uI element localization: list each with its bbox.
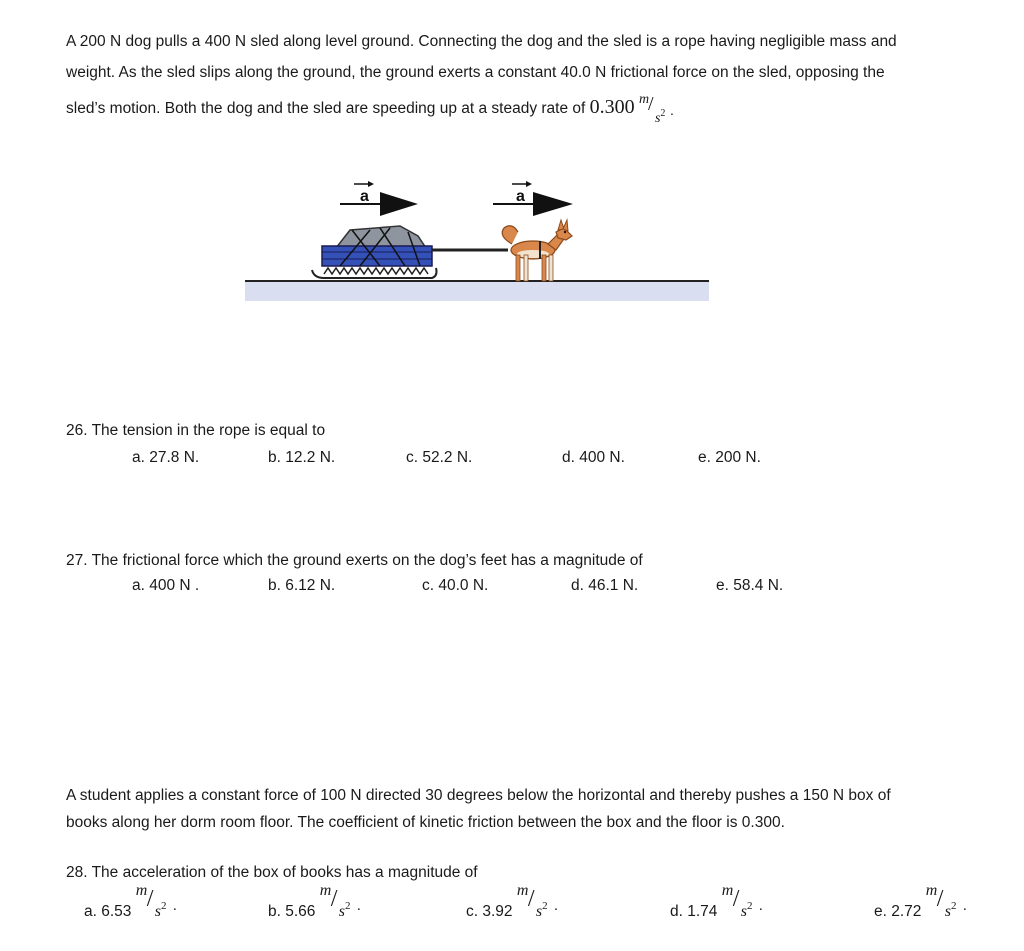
end-period: . — [553, 897, 559, 914]
sled-acceleration-arrow — [340, 181, 418, 216]
unit-seconds-squared — [536, 900, 548, 921]
q27-choice-e: e. 58.4 N. — [716, 577, 784, 594]
acceleration-unit — [638, 92, 674, 126]
unit-slash: / — [732, 886, 740, 912]
intro-line-3 — [66, 92, 996, 124]
q27-choice-c: c. 40.0 N. — [422, 577, 489, 594]
unit-seconds: s — [535, 903, 543, 920]
unit-exponent: 2 — [160, 900, 167, 912]
q27-choice-b: b. 6.12 N. — [268, 577, 336, 594]
unit-meters: m — [638, 92, 650, 107]
q28-choice-e-unit — [925, 882, 967, 920]
q28-choice-e-value: e. 2.72 — [874, 903, 922, 920]
q26-choice-d: d. 400 N. — [562, 449, 625, 466]
unit-seconds: s — [944, 903, 951, 920]
unit-seconds-squared — [655, 98, 665, 134]
dog-arrow-label: a — [516, 188, 525, 205]
ground-strip — [245, 281, 709, 301]
question-27-stem: 27. The frictional force which the ground exerts on the dog’s feet has a magnitude of — [66, 552, 643, 569]
q27-choice-d: d. 46.1 N. — [571, 577, 639, 594]
sled-icon — [312, 226, 437, 278]
intro-line-1: A 200 N dog pulls a 400 N sled along level ground. Connecting the dog and the sled is a rope having negligible mass and — [66, 33, 897, 50]
unit-slash: / — [146, 886, 154, 912]
unit-exponent: 2 — [950, 900, 957, 912]
unit-meters: m — [135, 882, 148, 899]
unit-seconds: s — [654, 111, 661, 126]
end-period: . — [356, 897, 361, 914]
q28-choice-c-value: c. 3.92 — [466, 903, 513, 920]
unit-exponent: 2 — [746, 900, 753, 912]
end-period: . — [758, 897, 763, 914]
q28-choice-b-unit — [319, 882, 361, 920]
question-26-stem: 26. The tension in the rope is equal to — [66, 422, 326, 439]
intro-line-3-text: sled’s motion. Both the dog and the sled are speeding up at a steady rate of — [66, 100, 590, 117]
dog-icon — [502, 220, 572, 281]
intro2-line-1: A student applies a constant force of 100 N directed 30 degrees below the horizontal and thereby pushes a 150 N box of — [66, 787, 891, 804]
intro-line-2: weight. As the sled slips along the ground, the ground exerts a constant 40.0 N frictional force on the sled, opposing the — [66, 64, 885, 81]
unit-exponent: 2 — [660, 108, 666, 119]
end-period: . — [172, 897, 177, 914]
problem-intro-dog-sled — [66, 26, 996, 124]
q28-choice-d-unit — [721, 882, 763, 920]
q26-choice-a: a. 27.8 N. — [132, 449, 200, 466]
q28-choice-a-value: a. 6.53 — [84, 903, 132, 920]
unit-slash: / — [647, 93, 654, 115]
unit-seconds-squared — [741, 900, 753, 921]
q28-choice-d — [670, 882, 763, 921]
question-28-stem: 28. The acceleration of the box of books has a magnitude of — [66, 864, 478, 881]
unit-exponent: 2 — [542, 900, 548, 912]
unit-meters: m — [721, 882, 734, 899]
q26-choice-e: e. 200 N. — [698, 449, 761, 466]
unit-slash: / — [527, 886, 535, 912]
q26-choice-c: c. 52.2 N. — [406, 449, 473, 466]
unit-meters: m — [925, 882, 938, 899]
q28-choice-e — [874, 882, 967, 921]
unit-seconds: s — [338, 903, 345, 920]
q28-choice-d-value: d. 1.74 — [670, 903, 718, 920]
unit-seconds-squared — [155, 900, 167, 921]
q28-choice-c — [466, 882, 559, 921]
unit-seconds-squared — [339, 900, 351, 921]
q28-choice-b — [268, 882, 361, 921]
unit-slash: / — [330, 886, 338, 912]
q26-choice-b: b. 12.2 N. — [268, 449, 336, 466]
unit-slash: / — [936, 886, 944, 912]
unit-seconds: s — [740, 903, 747, 920]
q28-choice-c-unit — [516, 882, 559, 920]
dog-acceleration-arrow — [493, 181, 573, 216]
q28-choice-a-unit — [135, 882, 177, 920]
unit-seconds: s — [154, 903, 161, 920]
q28-choice-b-value: b. 5.66 — [268, 903, 316, 920]
acceleration-value: 0.300 — [589, 96, 635, 118]
problem-intro-box — [66, 782, 996, 836]
sled-arrow-label: a — [360, 188, 369, 205]
q28-choice-a — [84, 882, 177, 921]
unit-meters: m — [319, 882, 332, 899]
unit-meters: m — [516, 882, 529, 899]
end-period: . — [962, 897, 967, 914]
end-period: . — [669, 102, 674, 118]
unit-seconds-squared — [945, 900, 957, 921]
intro2-line-2: books along her dorm room floor. The coefficient of kinetic friction between the box and the floor is 0.300. — [66, 814, 785, 831]
dog-sled-figure — [240, 170, 720, 310]
unit-exponent: 2 — [344, 900, 351, 912]
q27-choice-a: a. 400 N . — [132, 577, 200, 594]
